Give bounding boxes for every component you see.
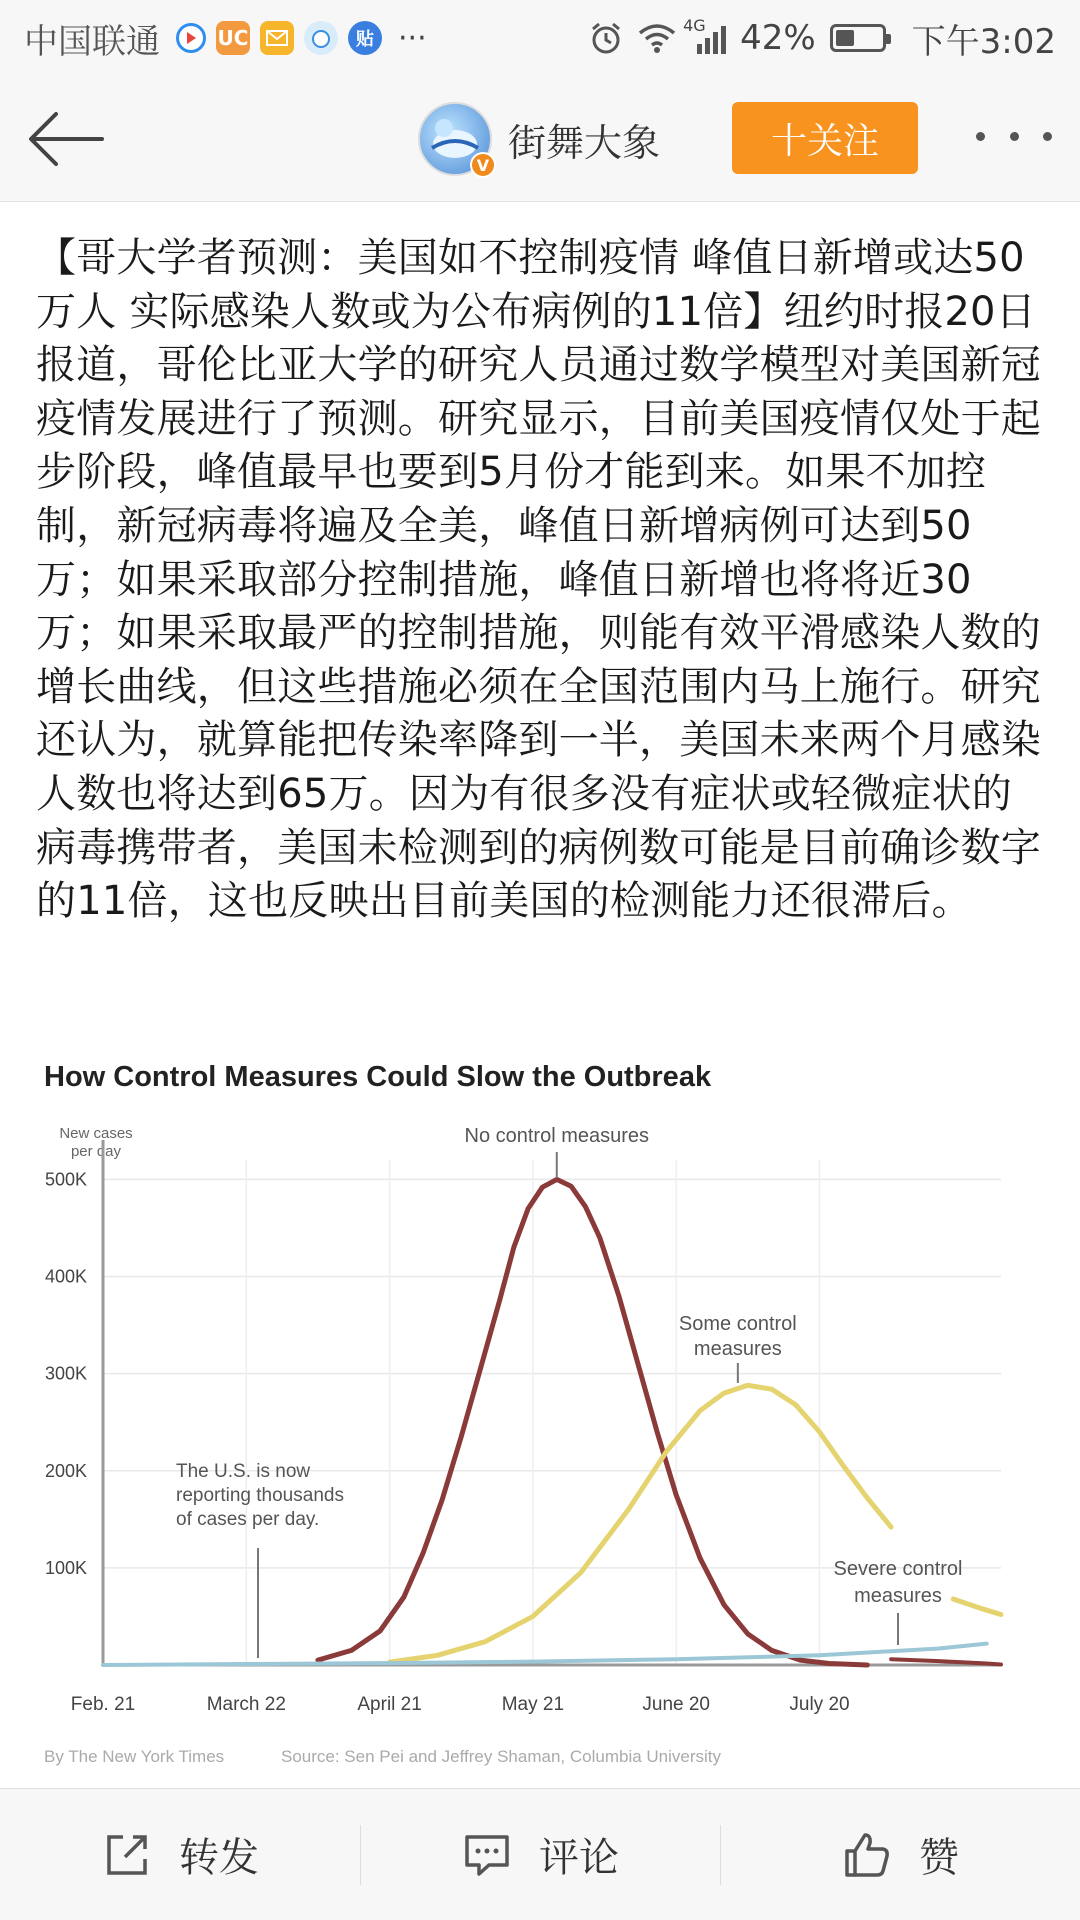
chart-credit: By The New York Times xyxy=(44,1747,225,1766)
qq-icon xyxy=(304,21,338,55)
dot-icon xyxy=(1043,132,1052,141)
battery-icon xyxy=(830,24,886,52)
status-bar xyxy=(0,0,1080,76)
series-line-3 xyxy=(103,1644,987,1665)
share-icon xyxy=(101,1829,153,1881)
author-info[interactable] xyxy=(418,102,660,176)
like-button[interactable] xyxy=(720,1789,1080,1920)
annotation-label: The U.S. is now xyxy=(176,1461,311,1482)
x-tick-label: April 21 xyxy=(357,1694,422,1715)
wifi-icon xyxy=(637,22,677,54)
avatar[interactable] xyxy=(418,102,492,176)
play-icon xyxy=(176,23,206,53)
series-line-1 xyxy=(318,1179,867,1665)
status-right xyxy=(589,14,1056,63)
chart-svg xyxy=(36,1040,1046,1780)
alarm-icon xyxy=(589,21,623,55)
mail-icon xyxy=(260,21,294,55)
dot-icon xyxy=(1010,132,1019,141)
annotation-label: measures xyxy=(693,1338,782,1360)
x-tick-label: June 20 xyxy=(642,1694,711,1715)
battery-percent: 42% xyxy=(740,18,816,58)
author-name[interactable]: 街舞大象 xyxy=(508,120,661,165)
signal-icon xyxy=(683,16,726,54)
comment-icon xyxy=(461,1829,513,1881)
y-tick-label: 500K xyxy=(45,1169,88,1190)
more-notifications-icon: ··· xyxy=(398,20,427,56)
x-tick-label: March 22 xyxy=(206,1694,286,1715)
repost-button[interactable] xyxy=(0,1789,360,1920)
y-axis-label: New cases xyxy=(59,1125,133,1142)
comment-label: 评论 xyxy=(539,1835,619,1881)
chart-title: How Control Measures Could Slow the Outbreak xyxy=(44,1061,712,1093)
annotation-label: of cases per day. xyxy=(176,1509,320,1530)
clock: 下午3:02 xyxy=(911,21,1056,62)
carrier-name: 中国联通 xyxy=(24,21,160,62)
x-tick-label: May 21 xyxy=(501,1694,565,1715)
x-tick-label: Feb. 21 xyxy=(70,1694,136,1715)
repost-label: 转发 xyxy=(179,1835,259,1881)
back-button[interactable] xyxy=(26,104,106,174)
y-tick-label: 200K xyxy=(45,1460,88,1481)
tieba-icon: 贴 xyxy=(348,21,382,55)
post-body xyxy=(36,232,1046,929)
x-tick-label: July 20 xyxy=(789,1694,850,1715)
post-text: 【哥大学者预测：美国如不控制疫情 峰值日新增或达50万人 实际感染人数或为公布病例的11倍】纽约时报20日报道，哥伦比亚大学的研究人员通过数学模型对美国新冠疫情发展进行了预测。研究显示，目前美国疫情仅处于起步阶段，峰值最早也要到5月份才能到来。如果不加控制，新冠病毒将遍及全美，峰值日新增病例可达到50万；如果采取部分控制措施，峰值日新增也将将近30万；如果采取最严的控制措施，则能有效平滑感染人数的增长曲线，但这些措施必须在全国范围内马上施行。研究还认为，就算能把传染率降到一半，美国未来两个月感染人数也将达到65万。因为有很多没有症状或轻微症状的病毒携带者，美国未检测到的病例数可能是目前确诊数字的11倍，这也反映出目前美国的检测能力还很滞后。 xyxy=(36,235,1041,925)
annotation-label: measures xyxy=(854,1585,942,1607)
like-label: 赞 xyxy=(919,1835,959,1881)
follow-button[interactable]: 十关注 xyxy=(732,102,918,174)
post-header xyxy=(0,76,1080,202)
annotation-label: Severe control xyxy=(833,1558,963,1580)
status-left xyxy=(24,14,427,63)
annotation-label: reporting thousands xyxy=(176,1485,344,1506)
more-options-button[interactable] xyxy=(976,116,1052,156)
outbreak-chart xyxy=(36,1040,1046,1780)
bottom-action-bar xyxy=(0,1788,1080,1920)
annotation-label: Some control xyxy=(678,1313,797,1335)
y-tick-label: 400K xyxy=(45,1266,88,1287)
y-tick-label: 300K xyxy=(45,1363,88,1384)
network-type: 4G xyxy=(683,16,706,35)
y-tick-label: 100K xyxy=(45,1557,88,1578)
back-arrow-icon xyxy=(26,104,106,174)
uc-icon: UC xyxy=(216,21,250,55)
annotation-label: No control measures xyxy=(464,1125,650,1147)
chart-source: Source: Sen Pei and Jeffrey Shaman, Columbia University xyxy=(281,1747,722,1766)
series-line-2-tail xyxy=(953,1599,1001,1615)
verified-badge: V xyxy=(470,152,496,178)
comment-button[interactable] xyxy=(360,1789,720,1920)
y-axis-label: per day xyxy=(70,1143,122,1160)
dot-icon xyxy=(976,132,985,141)
thumbs-up-icon xyxy=(841,1829,893,1881)
